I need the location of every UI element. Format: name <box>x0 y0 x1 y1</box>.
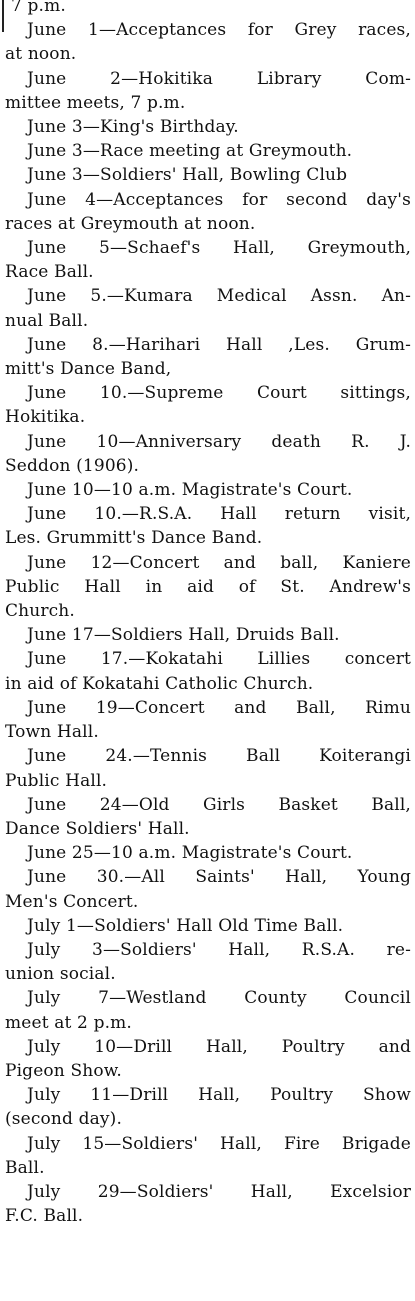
entry-line: June 10—Anniversary death R. J. <box>27 431 411 452</box>
calendar-entry <box>5 647 411 695</box>
calendar-entry <box>5 986 411 1034</box>
entry-line: July 15—Soldiers' Hall, Fire Brigade <box>27 1133 411 1154</box>
entry-line: June 3—King's Birthday. <box>27 117 239 138</box>
entry-line: June 1—Acceptances for Grey races, <box>27 20 411 41</box>
entry-line: Pigeon Show. <box>5 1060 122 1081</box>
calendar-entry <box>5 115 411 139</box>
entry-line: June 17.—Kokatahi Lillies concert <box>27 649 411 670</box>
calendar-entry <box>5 623 411 647</box>
entry-line: June 2—Hokitika Library Com- <box>27 68 411 89</box>
calendar-entry <box>5 696 411 744</box>
entry-line: Les. Grummitt's Dance Band. <box>5 528 263 549</box>
entry-line: June 5—Schaef's Hall, Greymouth, <box>27 238 411 259</box>
entry-line: Public Hall in aid of St. Andrew's <box>5 576 411 597</box>
entry-line: Seddon (1906). <box>5 455 140 476</box>
entry-line: Race Ball. <box>5 262 94 283</box>
calendar-entry <box>5 333 411 381</box>
entry-line: mitt's Dance Band, <box>5 359 172 380</box>
entry-line: June 24—Old Girls Basket Ball, <box>27 794 411 815</box>
calendar-entry <box>5 938 411 986</box>
entry-line: union social. <box>5 964 116 985</box>
calendar-entry <box>5 284 411 332</box>
entry-line: Ball. <box>5 1157 45 1178</box>
entry-line: June 10.—R.S.A. Hall return visit, <box>27 504 411 525</box>
entry-line: mittee meets, 7 p.m. <box>5 92 186 113</box>
calendar-entry <box>5 430 411 478</box>
calendar-entry <box>5 67 411 115</box>
calendar-entry <box>5 865 411 913</box>
entry-line: July 10—Drill Hall, Poultry and <box>27 1036 411 1057</box>
entry-line: July 3—Soldiers' Hall, R.S.A. re- <box>27 939 411 960</box>
entry-line: June 5.—Kumara Medical Assn. An- <box>27 286 411 307</box>
entry-line: Men's Concert. <box>5 891 139 912</box>
lead-line: 7 p.m. <box>11 0 66 16</box>
calendar-entry <box>5 18 411 66</box>
calendar-entry <box>5 841 411 865</box>
entry-line: July 1—Soldiers' Hall Old Time Ball. <box>27 915 344 936</box>
entry-line: June 10.—Supreme Court sittings, <box>27 383 411 404</box>
entry-line: Town Hall. <box>5 722 99 743</box>
entries-list <box>5 18 411 1228</box>
entry-line: June 3—Soldiers' Hall, Bowling Club <box>27 165 348 186</box>
entry-line: F.C. Ball. <box>5 1206 84 1227</box>
entry-line: Church. <box>5 601 75 622</box>
entry-line: meet at 2 p.m. <box>5 1012 132 1033</box>
calendar-entry <box>5 502 411 550</box>
entry-line: July 11—Drill Hall, Poultry Show <box>27 1085 411 1106</box>
entry-line: June 8.—Harihari Hall ,Les. Grum- <box>27 334 411 355</box>
entry-line: in aid of Kokatahi Catholic Church. <box>5 673 314 694</box>
entry-line: June 12—Concert and ball, Kaniere <box>27 552 411 573</box>
calendar-entry <box>5 744 411 792</box>
calendar-entry <box>5 551 411 624</box>
calendar-entry <box>5 478 411 502</box>
calendar-entry <box>5 139 411 163</box>
entry-line: (second day). <box>5 1109 123 1130</box>
entry-line: June 25—10 a.m. Magistrate's Court. <box>27 843 353 864</box>
entry-line: June 19—Concert and Ball, Rimu <box>27 697 411 718</box>
entry-line: Dance Soldiers' Hall. <box>5 818 190 839</box>
calendar-entry <box>5 1083 411 1131</box>
entry-line: at noon. <box>5 44 77 65</box>
entry-line: nual Ball. <box>5 310 89 331</box>
calendar-entry <box>5 188 411 236</box>
entry-line: Hokitika. <box>5 407 86 428</box>
entry-line: Public Hall. <box>5 770 108 791</box>
entry-line: July 29—Soldiers' Hall, Excelsior <box>27 1181 411 1202</box>
calendar-entry <box>5 163 411 187</box>
calendar-entry <box>5 1132 411 1180</box>
entry-line: June 24.—Tennis Ball Koiterangi <box>27 746 411 767</box>
entry-line: June 4—Acceptances for second day's <box>27 189 411 210</box>
entry-line: June 17—Soldiers Hall, Druids Ball. <box>27 625 340 646</box>
calendar-entry <box>5 1035 411 1083</box>
calendar-entry <box>5 914 411 938</box>
entry-line: June 30.—All Saints' Hall, Young <box>27 867 411 888</box>
calendar-entry <box>5 1180 411 1228</box>
calendar-entry <box>5 793 411 841</box>
entry-line: races at Greymouth at noon. <box>5 213 256 234</box>
calendar-entry <box>5 236 411 284</box>
calendar-entry <box>5 381 411 429</box>
entry-line: July 7—Westland County Council <box>27 988 411 1009</box>
entry-line: June 10—10 a.m. Magistrate's Court. <box>27 480 353 501</box>
entry-line: June 3—Race meeting at Greymouth. <box>27 141 353 162</box>
